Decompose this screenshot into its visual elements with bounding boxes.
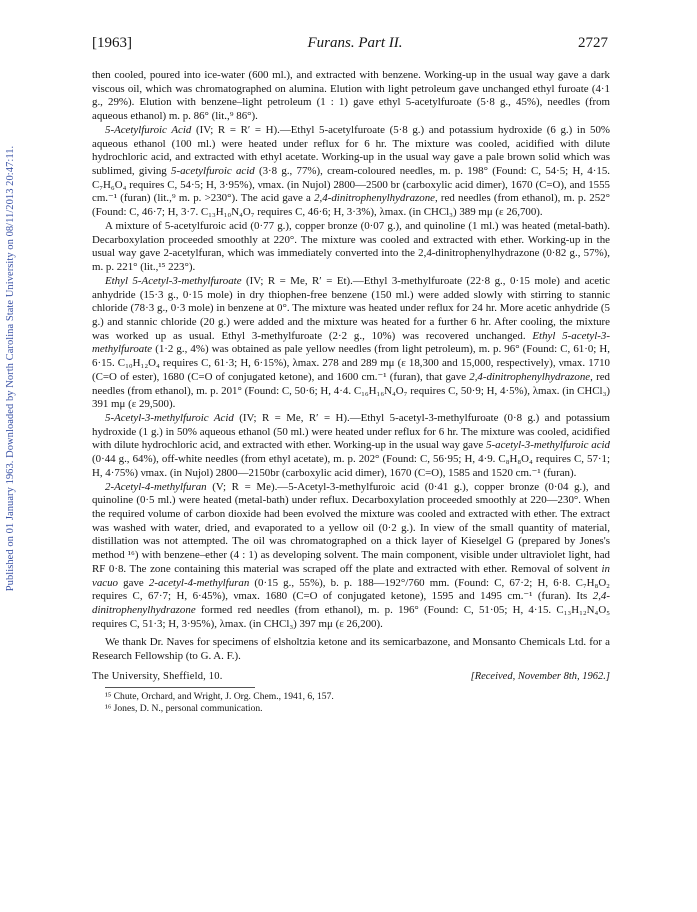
paragraph-continued: then cooled, poured into ice-water (600 ml.), and extracted with benzene. Working-up in the usual way gave a dark viscous oil, which was chromatographed on alumina. Elution with light petroleum gave unchanged ethyl furoate (4·1 g., 29%). Elution with benzene–light petroleum (1 : 1) gave ethyl 5-acetylfuroate (5·8 g., 45%), needles (from aqueous ethanol) m. p. 86° (lit.,⁹ 86°). — [92, 69, 610, 123]
section-title: 2-Acetyl-4-methylfuran — [105, 480, 207, 493]
paragraph-acetylmethylfuran: 2-Acetyl-4-methylfuran (V; R = Me).—5-Acetyl-3-methylfuroic acid (0·41 g.), copper bronze (0·04 g.), and quinoline (0·5 ml.) were heated (metal-bath) under reflux. Decarboxylation proceeded smoothly at 220—230°. When the required volume of carbon dioxide had been evolved the mixture was cooled and extracted with ether. The extract was washed with water, dried, and evaporated to a yellow oil (0·2 g.). In view of the small quantity of material, distillation was not attempted. The oil was chromatographed on a thick layer of Kieselgel G (prepared by Jones's method ¹⁶) with benzene–ether (4 : 1) as developing solvent. The main component, visible under ultraviolet light, had RF 0·8. The zone containing this material was scraped off the plate and extracted with ether. Removal of solvent in vacuo gave 2-acetyl-4-methylfuran (0·15 g., 55%), b. p. 188—192°/760 mm. (Found: C, 67·2; H, 6·8. C₇H₈O₂ requires C, 67·7; H, 6·45%), νmax. 1680 (C=O of conjugated ketone), 1595 and 1495 cm.⁻¹ (furan). Its 2,4-dinitrophenylhydrazone formed red needles (from ethanol), m. p. 196° (Found: C, 51·05; H, 4·15. C₁₃H₁₂N₄O₅ requires C, 51·3; H, 3·95%), λmax. (in CHCl₃) 397 mμ (ε 26,200). — [92, 480, 610, 630]
latin-phrase: in vacuo — [92, 562, 610, 589]
reference-15: ¹⁵ Chute, Orchard, and Wright, J. Org. Chem., 1941, 6, 157. — [105, 690, 334, 702]
paragraph-acetylmethylfuroic-acid: 5-Acetyl-3-methylfuroic Acid (IV; R = Me, R′ = H).—Ethyl 5-acetyl-3-methylfuroate (0·8 g.) and potassium hydroxide (1 g.) in 50% aqueous ethanol (50 ml.) were heated under reflux for 6 hr. The mixture was cooled, acidified with dilute hydrochloric acid, and extracted with ether. Working-up in the usual way gave 5-acetyl-3-methylfuroic acid (0·44 g., 64%), off-white needles (from ethyl acetate), m. p. 202° (Found: C, 56·95; H, 4·9. C₈H₈O₄ requires C, 57·1; H, 4·75%) νmax. (in Nujol) 2800—2150br (carboxylic acid dimer), 1670 (C=O), 1585 and 1520 cm.⁻¹ (furan). — [92, 411, 610, 479]
derivative-name: 2,4-dinitrophenylhydrazone — [314, 192, 435, 205]
references — [92, 691, 610, 715]
running-title: Furans. Part II. — [307, 35, 403, 51]
paragraph-decarboxylation: A mixture of 5-acetylfuroic acid (0·77 g.), copper bronze (0·07 g.), and quinoline (1 ml.) was heated (metal-bath). Decarboxylation proceeded smoothly at 220°. The mixture was cooled and extracted with ether. Working-up in the usual way gave 2-acetylfuran, which was immediately converted into the 2,4-dinitrophenylhydrazone (0·82 g., 57%), m. p. 221° (lit.,¹⁵ 223°). — [92, 219, 610, 274]
compound-name: 5-acetylfuroic acid — [171, 165, 255, 178]
section-title: 5-Acetylfuroic Acid — [105, 123, 192, 136]
compound-name: 5-acetyl-3-methylfuroic acid — [486, 439, 610, 452]
article-body — [92, 69, 610, 715]
affiliation-line — [92, 670, 610, 684]
paragraph-acetylfuroic-acid: 5-Acetylfuroic Acid (IV; R = R′ = H).—Ethyl 5-acetylfuroate (5·8 g.) and potassium hydroxide (6 g.) in 50% aqueous ethanol (100 ml.) were heated under reflux for 6 hr. The mixture was cooled, acidified with dilute hydrochloric acid, and extracted with ethyl acetate. Working-up in the usual way gave a pale brown solid which was sublimed, giving 5-acetylfuroic acid (3·8 g., 77%), cream-coloured needles, m. p. 198° (Found: C, 54·5; H, 4·15. C₇H₆O₄ requires C, 54·5; H, 3·95%), νmax. (in Nujol) 2800—2500 br (carboxylic acid dimer), 1670 (C=O), and 1555 cm.⁻¹ (furan) (lit.,⁹ m. p. >230°). The acid gave a 2,4-dinitrophenylhydrazone, red needles (from ethanol), m. p. 252° (Found: C, 46·7; H, 3·7. C₁₃H₁₀N₄O₇ requires C, 46·6; H, 3·3%), λmax. (in CHCl₃) 389 mμ (ε 26,700). — [92, 123, 610, 219]
derivative-name: 2,4-dinitrophenylhydrazone — [92, 590, 610, 617]
received-date: [Received, November 8th, 1962.] — [470, 670, 610, 682]
derivative-name: 2,4-dinitrophenylhydrazone — [469, 370, 591, 383]
compound-name: 2-acetyl-4-methylfuran — [148, 576, 250, 589]
section-title: 5-Acetyl-3-methylfuroic Acid — [105, 411, 234, 424]
footnote-divider — [105, 687, 255, 688]
page-header — [92, 35, 608, 57]
affiliation: The University, Sheffield, 10. — [92, 670, 223, 682]
page-number: 2727 — [578, 35, 608, 51]
reference-16: ¹⁶ Jones, D. N., personal communication. — [105, 702, 263, 714]
paragraph-ethyl-acetylmethylfuroate: Ethyl 5-Acetyl-3-methylfuroate (IV; R = Me, R′ = Et).—Ethyl 3-methylfuroate (22·8 g., 0·15 mole) and acetic anhydride (15·3 g., 0·15 mole) in dry thiophen-free benzene (150 ml.) were added slowly with stirring to stannic chloride (78·3 g., 0·3 mole) in benzene at 0°. The mixture was heated under reflux for 24 hr. More acetic anhydride (5 g.) and stannic chloride (20 g.) were added and the mixture was heated for a further 6 hr. After cooling, the mixture was worked up as usual. Ethyl 3-methylfuroate (2·2 g., 10%) was recovered unchanged. Ethyl 5-acetyl-3-methylfuroate (1·2 g., 4%) was obtained as pale yellow needles (from light petroleum), m. p. 96° (Found: C, 61·0; H, 6·15. C₁₀H₁₂O₄ requires C, 61·3; H, 6·15%), λmax. 278 and 289 mμ (ε 18,300 and 15,000, respectively), νmax. 1710 (C=O of ester), 1680 (C=O of conjugated ketone), and 1600 cm.⁻¹ (furan), that gave 2,4-dinitrophenylhydrazone, red needles (from ethanol), m. p. 201° (Found: C, 50·6; H, 4·4. C₁₆H₁₆N₄O₇ requires C, 50·9; H, 4·5%), λmax. (in CHCl₃) 391 mμ (ε 29,500). — [92, 274, 610, 411]
download-notice — [0, 118, 22, 618]
section-title: Ethyl 5-Acetyl-3-methylfuroate — [105, 274, 242, 287]
acknowledgements: We thank Dr. Naves for specimens of elsholtzia ketone and its semicarbazone, and Monsanto Chemicals Ltd. for a Research Fellowship (to G. A. F.). — [92, 636, 610, 663]
journal-year: [1963] — [92, 35, 132, 51]
download-notice-text: Published on 01 January 1963. Downloaded by North Carolina State University on 08/11/2013 20:47:11. — [5, 145, 17, 591]
compound-name: Ethyl 5-acetyl-3-methylfuroate — [92, 329, 610, 356]
